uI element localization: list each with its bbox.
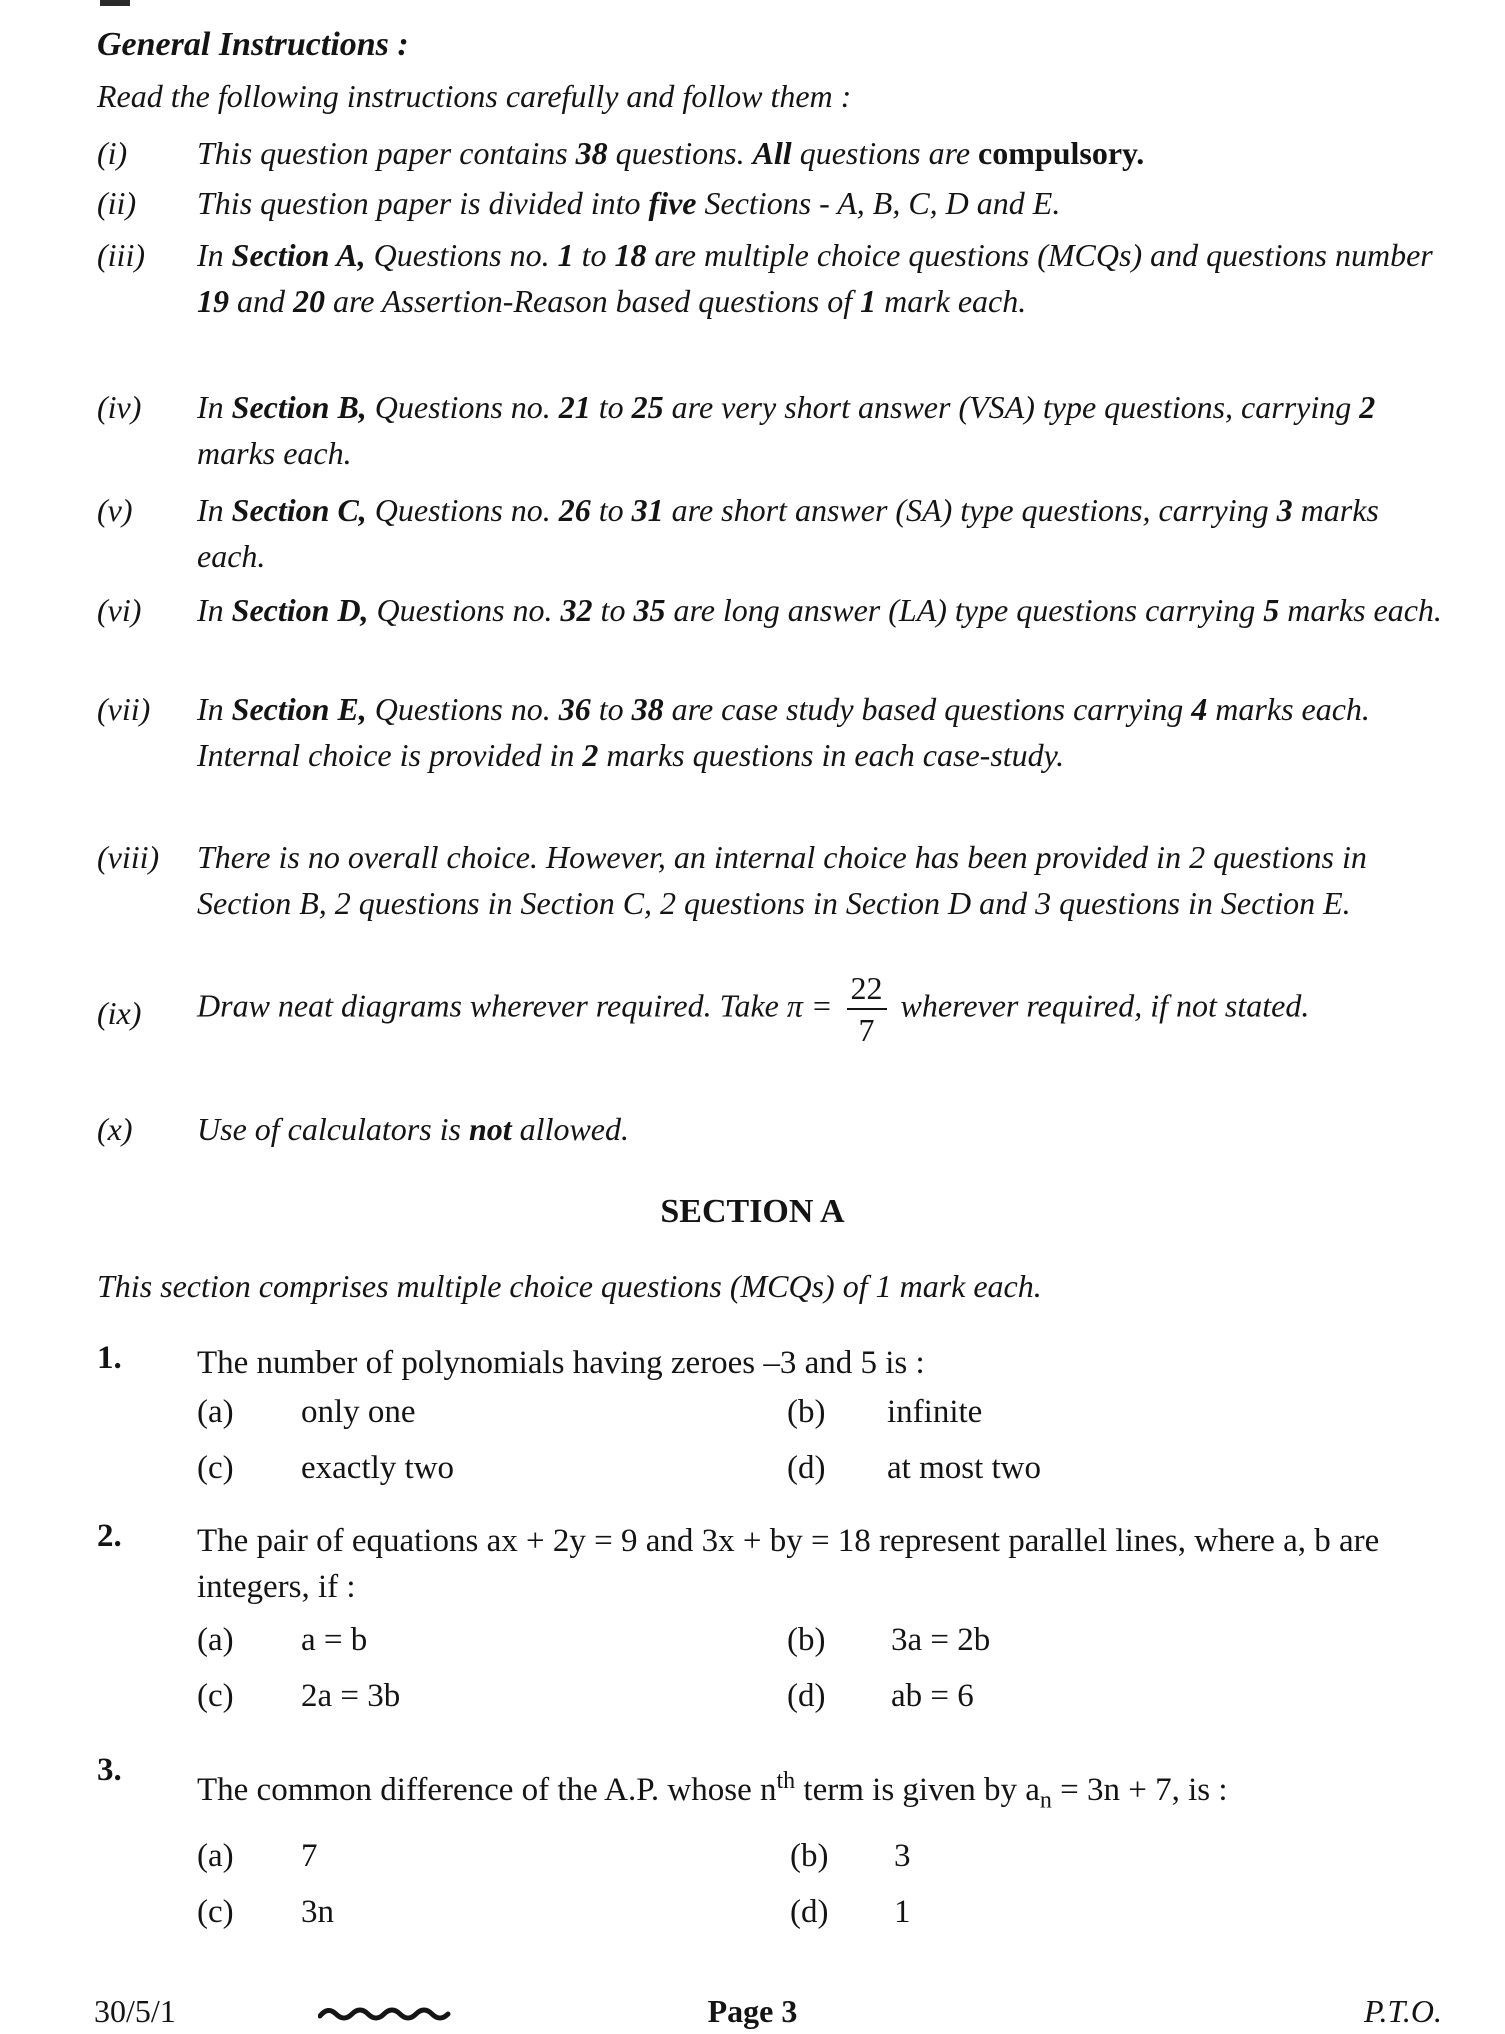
instruction-item: (i) This question paper contains 38 questions. All questions are compulsory. (97, 130, 1442, 176)
question (97, 1752, 1442, 1948)
instruction-number: (vi) (97, 592, 142, 628)
instruction-item: (vii) In Section E, Questions no. 36 to 38 are case study based questions carrying 4 marks each. Internal choice is provided in 2 marks questions in each case-study. (97, 686, 1442, 778)
options (197, 1838, 1442, 1948)
section-title: SECTION A (660, 1193, 845, 1230)
instruction-item: (ii) This question paper is divided into five Sections - A, B, C, D and E. (97, 180, 1442, 226)
options (197, 1394, 1442, 1504)
section-intro: This section comprises multiple choice questions (MCQs) of 1 mark each. (97, 1268, 1042, 1304)
question (97, 1518, 1442, 1732)
instructions-title: General Instructions : (97, 26, 409, 63)
question-text: The pair of equations ax + 2y = 9 and 3x + by = 18 represent parallel lines, where a, b are integers, if : (197, 1523, 1380, 1605)
question (97, 1340, 1442, 1504)
question-number: 3. (97, 1752, 122, 1788)
option: (c) exactly two (197, 1450, 455, 1486)
instruction-number: (ii) (97, 185, 137, 221)
instruction-number: (iii) (97, 237, 145, 273)
option: (b) 3a = 2b (787, 1622, 991, 1658)
option: (b) infinite (787, 1394, 983, 1430)
pi-fraction: $\frac{22}{7}$ (847, 972, 887, 1046)
option: (b) 3 (790, 1837, 911, 1874)
instructions-intro: Read the following instructions carefully and follow them : (97, 78, 852, 114)
question-number: 1. (97, 1340, 122, 1376)
option: (c) 3n (197, 1893, 334, 1930)
instruction-number: (ix) (97, 995, 142, 1031)
instruction-item (97, 834, 1442, 926)
question-number: 2. (97, 1518, 122, 1554)
question-text: The common difference of the A.P. whose $n^{th}$ term is given by $a_n = 3n + 7$, is : (197, 1768, 1228, 1814)
question-text: The number of polynomials having zeroes –3 and 5 is : (197, 1345, 925, 1381)
instruction-item: (vi) In Section D, Questions no. 32 to 35 are long answer (LA) type questions carrying 5 marks each. (97, 587, 1442, 633)
instruction-item: (v) In Section C, Questions no. 26 to 31 are short answer (SA) type questions, carrying 3 marks each. (97, 487, 1442, 579)
instruction-number: (iv) (97, 389, 142, 425)
instruction-number: (x) (97, 1111, 133, 1147)
instruction-text: There is no overall choice. However, an internal choice has been provided in 2 questions in Section B, 2 questions in Section C, 2 questions in Section D and 3 questions in Section E. (197, 839, 1367, 921)
instruction-item: (x) Use of calculators is not allowed. (97, 1106, 1442, 1152)
pto-label: P.T.O. (1364, 1993, 1442, 2029)
corner-mark (100, 0, 130, 6)
option: (a) only one (197, 1394, 416, 1430)
instruction-number: (v) (97, 492, 133, 528)
instruction-number: (i) (97, 135, 128, 171)
option: (d) at most two (787, 1450, 1041, 1486)
instruction-number: (vii) (97, 691, 151, 727)
option: (a) a = b (197, 1622, 368, 1658)
instruction-number: (viii) (97, 839, 160, 875)
instruction-item: (iv) In Section B, Questions no. 21 to 25 are very short answer (VSA) type questions, carrying 2 marks each. (97, 384, 1442, 476)
instruction-item: (iii) In Section A, Questions no. 1 to 18 are multiple choice questions (MCQs) and questions number 19 and 20 are Assertion-Reason based questions of 1 mark each. (97, 232, 1442, 324)
page-number: Page 3 (707, 1993, 798, 2029)
option: (c) 2a = 3b (197, 1678, 401, 1714)
instruction-item: (ix) Draw neat diagrams wherever required. Take π = $\frac{22}{7}$ wherever required, if not stated. (97, 970, 1310, 1048)
paper-code: 30/5/1 (94, 1993, 176, 2029)
option: (a) 7 (197, 1837, 318, 1874)
option: (d) 1 (790, 1893, 911, 1930)
option: (d) ab = 6 (787, 1678, 974, 1714)
options (197, 1622, 1442, 1732)
